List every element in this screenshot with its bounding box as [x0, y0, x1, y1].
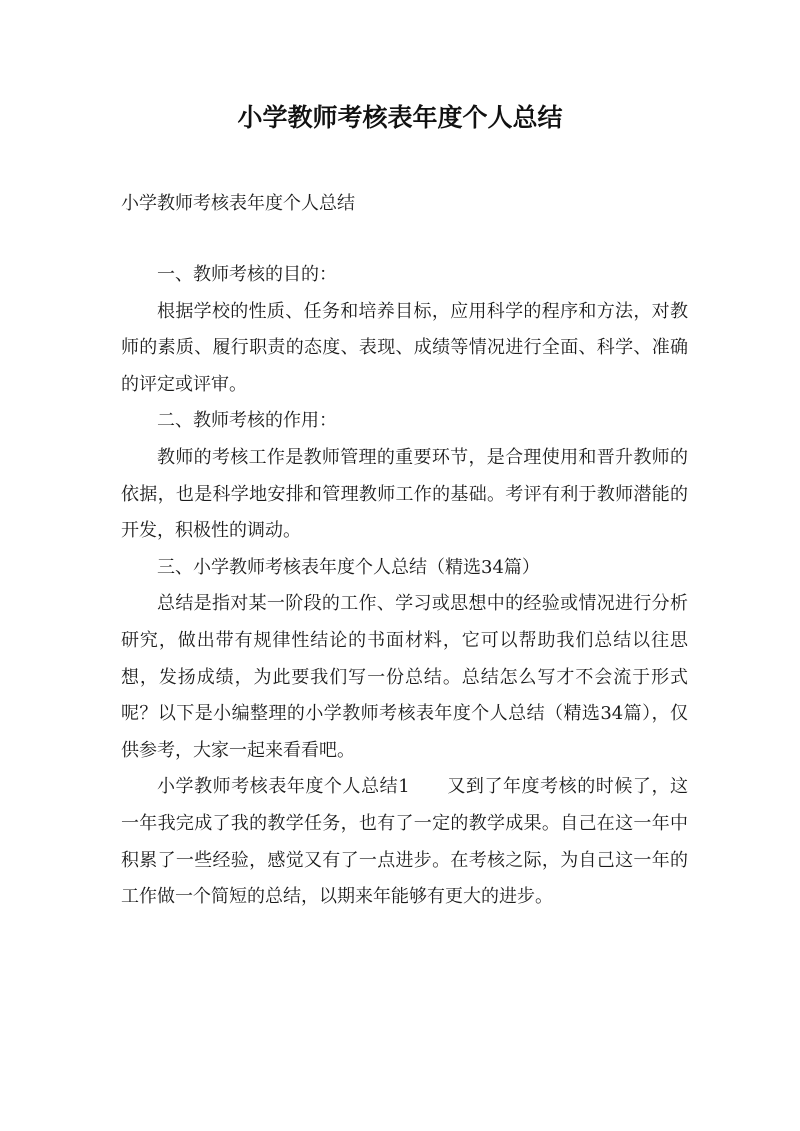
- document-body: [121, 257, 688, 916]
- paragraph-summary-1: 小学教师考核表年度个人总结1 又到了年度考核的时候了，这一年我完成了我的教学任务，也有了一定的教学成果。自己在这一年中积累了一些经验，感觉又有了一点进步。在考核之际，为自己这一年的工作做一个简短的总结，以期来年能够有更大的进步。: [121, 776, 688, 908]
- section-heading-purpose: 一、教师考核的目的：: [157, 264, 337, 285]
- section-heading-role: 二、教师考核的作用：: [157, 410, 337, 432]
- paragraph-role: 教师的考核工作是教师管理的重要环节，是合理使用和晋升教师的依据，也是科学地安排和管理教师工作的基础。考评有利于教师潜能的开发，积极性的调动。: [121, 446, 688, 542]
- document-title: 小学教师考核表年度个人总结: [237, 103, 563, 132]
- paragraph-summary-intro: 总结是指对某一阶段的工作、学习或思想中的经验或情况进行分析研究，做出带有规律性结论的书面材料，它可以帮助我们总结以往思想，发扬成绩，为此要我们写一份总结。总结怎么写才不会流于形式呢？以下是小编整理的小学教师考核表年度个人总结（精选34篇），仅供参考，大家一起来看看吧。: [121, 593, 688, 761]
- paragraph-purpose: 根据学校的性质、任务和培养目标，应用科学的程序和方法，对教师的素质、履行职责的态度、表现、成绩等情况进行全面、科学、准确的评定或评审。: [121, 300, 688, 395]
- section-heading-summary: 三、小学教师考核表年度个人总结（精选34篇）: [157, 556, 540, 578]
- document-subtitle: 小学教师考核表年度个人总结: [121, 193, 355, 214]
